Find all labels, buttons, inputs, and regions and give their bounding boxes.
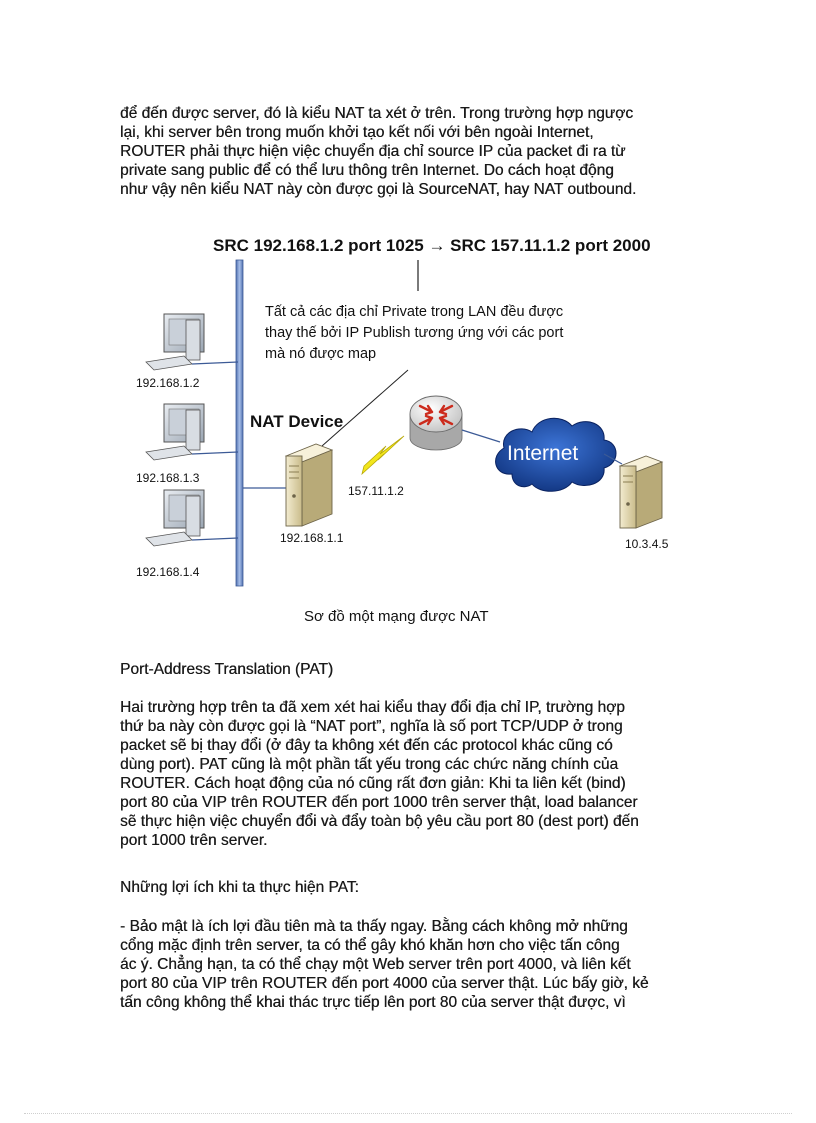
note-line: thay thế bởi IP Publish tương ứng với các port — [265, 325, 564, 341]
host-ip-label: 192.168.1.2 — [136, 376, 200, 390]
pat-line: packet sẽ bị thay đổi (ở đây ta không xét đến các protocol khác cũng có — [120, 737, 613, 754]
workstation-icon — [146, 404, 238, 460]
server-ip-label: 10.3.4.5 — [625, 537, 669, 551]
pat-line: thứ ba này còn được gọi là “NAT port”, nghĩa là số port TCP/UDP ở trong — [120, 718, 623, 735]
wan-link-lightning-icon — [362, 436, 404, 474]
server-icon — [620, 456, 662, 528]
intro-line: private sang public để có thể lưu thông trên Internet. Do cách hoạt động — [120, 162, 614, 179]
router-icon — [410, 396, 462, 450]
benefit-line: cổng mặc định trên server, ta có thể gây khó khăn hơn cho việc tấn công — [120, 937, 620, 954]
intro-line: lại, khi server bên trong muốn khởi tạo kết nối với bên ngoài Internet, — [120, 124, 594, 141]
section-heading-pat — [120, 660, 720, 679]
nat-inside-ip-label: 192.168.1.1 — [280, 531, 344, 545]
intro-paragraph — [120, 104, 720, 199]
nat-outside-ip-label: 157.11.1.2 — [348, 484, 404, 498]
pat-paragraph — [120, 698, 720, 850]
note-line: Tất cả các địa chỉ Private trong LAN đều được — [265, 304, 564, 320]
benefit-line: ác ý. Chẳng hạn, ta có thể chạy một Web server trên port 4000, và liên kết — [120, 956, 631, 973]
benefit-line: port 80 của VIP trên ROUTER đến port 4000 của server thật. Lúc bấy giờ, kẻ — [120, 975, 649, 992]
host-ip-label: 192.168.1.4 — [136, 565, 200, 579]
heading-text: Port-Address Translation (PAT) — [120, 661, 334, 678]
nat-device-label: NAT Device — [250, 412, 344, 431]
intro-line: như vậy nên kiểu NAT này còn được gọi là SourceNAT, hay NAT outbound. — [120, 181, 637, 198]
section-heading-benefits — [120, 878, 720, 897]
lan-bus — [236, 260, 243, 586]
intro-line: để đến được server, đó là kiểu NAT ta xét ở trên. Trong trường hợp ngược — [120, 105, 634, 122]
pat-line: sẽ thực hiện việc chuyển đổi và đẩy toàn bộ yêu cầu port 80 (dest port) đến — [120, 813, 639, 830]
host-ip-label: 192.168.1.3 — [136, 471, 200, 485]
pat-line: port 1000 trên server. — [120, 832, 268, 849]
diagram-caption: Sơ đồ một mạng được NAT — [304, 608, 489, 625]
note-pointer-line — [322, 370, 408, 446]
heading-text: Những lợi ích khi ta thực hiện PAT: — [120, 879, 359, 896]
intro-line: ROUTER phải thực hiện việc chuyển địa chỉ source IP của packet đi ra từ — [120, 143, 626, 160]
benefit-line: - Bảo mật là ích lợi đầu tiên mà ta thấy ngay. Bằng cách không mở những — [120, 918, 628, 935]
internet-cloud-label: Internet — [507, 442, 579, 465]
nat-diagram — [0, 228, 816, 638]
benefit-paragraph — [120, 917, 720, 1012]
pat-line: ROUTER. Cách hoạt động của nó cũng rất đơn giản: Khi ta liên kết (bind) — [120, 775, 626, 792]
nat-device-icon — [286, 444, 332, 526]
workstation-icon — [146, 314, 238, 370]
workstation-icon — [146, 490, 238, 546]
benefit-line: tấn công không thể khai thác trực tiếp lên port 80 của server thật được, vì — [120, 994, 626, 1011]
pat-line: dùng port). PAT cũng là một phần tất yếu trong các chức năng chính của — [120, 756, 619, 773]
nat-header-text: SRC 192.168.1.2 port 1025 → SRC 157.11.1.2 port 2000 — [213, 236, 651, 255]
page-footer-divider — [24, 1113, 792, 1114]
pat-line: Hai trường hợp trên ta đã xem xét hai kiểu thay đổi địa chỉ IP, trường hợp — [120, 699, 625, 716]
router-to-internet-link — [462, 430, 500, 442]
pat-line: port 80 của VIP trên ROUTER đến port 1000 trên server thật, load balancer — [120, 794, 638, 811]
note-line: mà nó được map — [265, 346, 377, 362]
